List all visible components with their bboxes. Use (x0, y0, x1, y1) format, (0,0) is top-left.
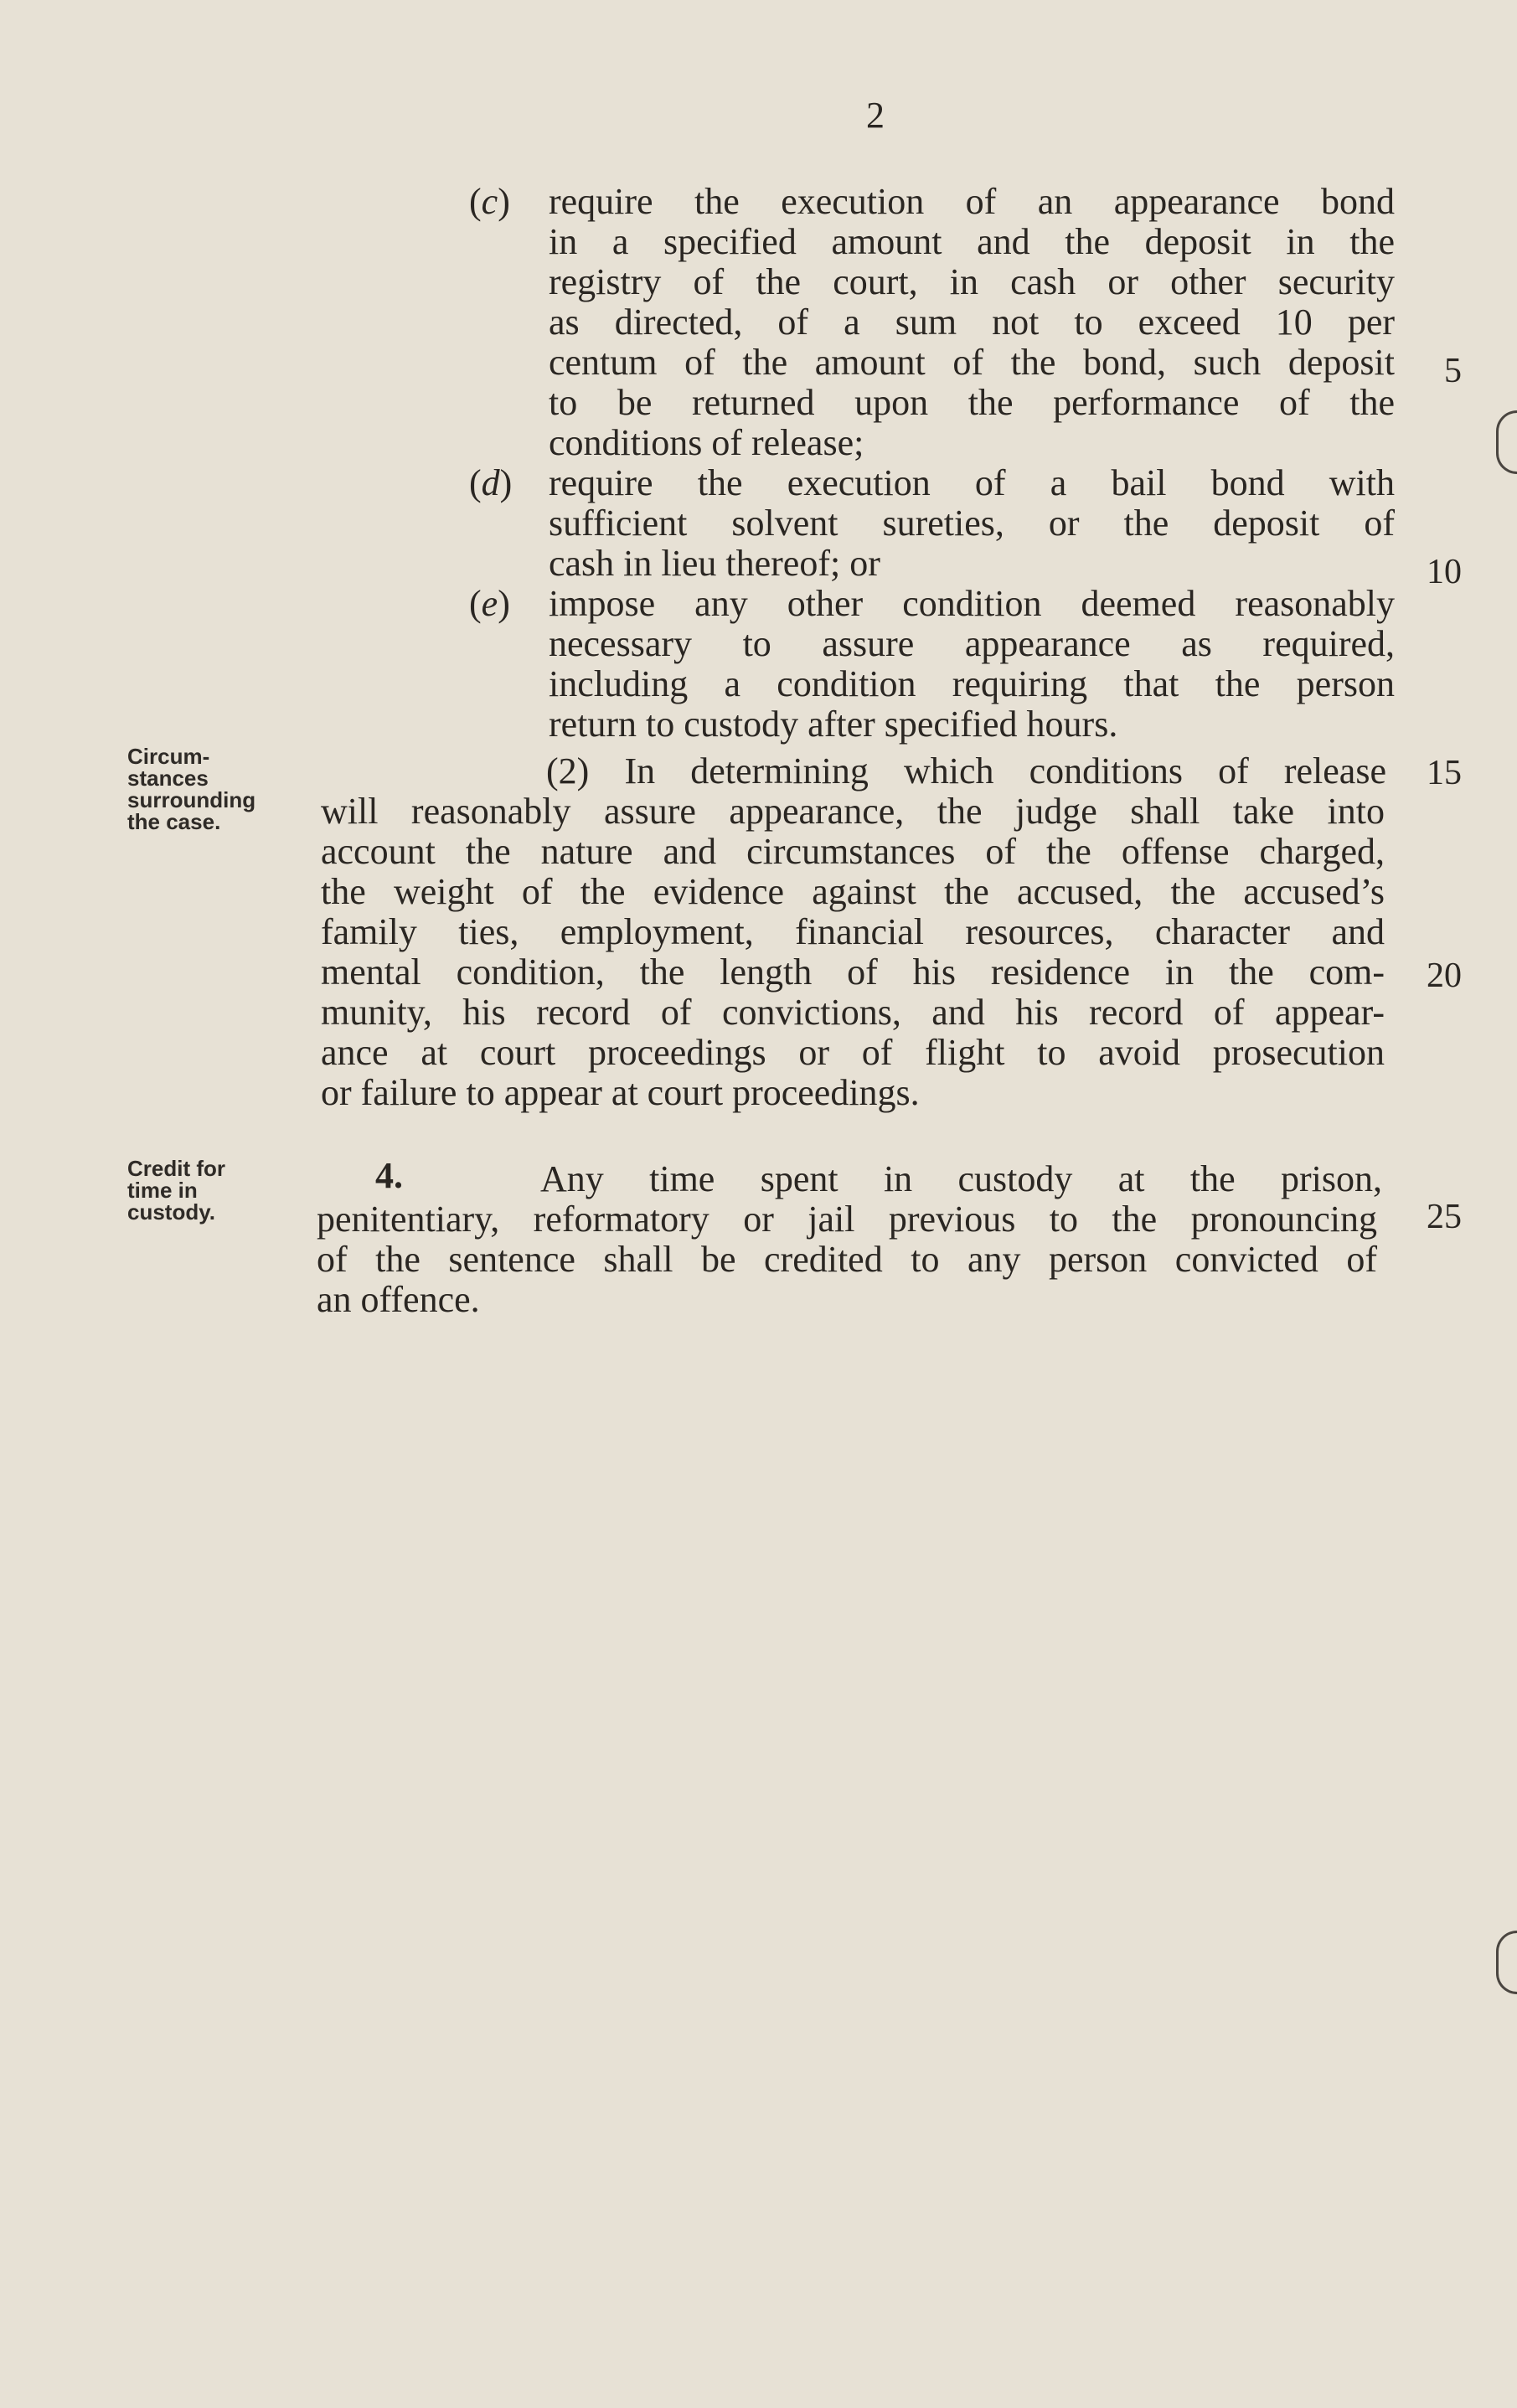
margin-note-circumstances (127, 745, 295, 833)
page-number: 2 (866, 95, 885, 136)
item-c-line-3: registry of the court, in cash or other security (549, 261, 1395, 302)
subsection-2-line-5: family ties, employment, financial resources, character and (321, 911, 1385, 952)
subsection-2-line-1: (2) In determining which conditions of release (546, 750, 1386, 791)
line-number-20: 20 (1427, 956, 1462, 995)
binding-mark (1496, 1931, 1517, 1994)
subsection-2-line-3: account the nature and circumstances of the offense charged, (321, 831, 1385, 872)
item-e-line-3: including a condition requiring that the person (549, 663, 1395, 704)
item-c-line-1: require the execution of an appearance bond (549, 181, 1395, 222)
subsection-2-line-7: munity, his record of convictions, and his record of appear- (321, 992, 1385, 1033)
item-c-line-2: in a specified amount and the deposit in the (549, 221, 1395, 262)
margin-note-line: custody. (127, 1199, 215, 1225)
item-d-line-2: sufficient solvent sureties, or the deposit of (549, 503, 1395, 544)
subsection-2-line-4: the weight of the evidence against the accused, the accused’s (321, 871, 1385, 912)
item-d-line-3: cash in lieu thereof; or (549, 543, 880, 584)
item-c-line-4: as directed, of a sum not to exceed 10 per (549, 302, 1395, 343)
item-d-marker: (d) (469, 462, 513, 503)
margin-note-line: surrounding (127, 787, 256, 812)
margin-note-line: the case. (127, 809, 221, 834)
section-4-line-2: penitentiary, reformatory or jail previous to the pronouncing (317, 1199, 1377, 1240)
item-c-marker: (c) (469, 181, 510, 222)
binding-mark (1496, 410, 1517, 474)
margin-note-line: stances (127, 766, 209, 791)
item-c-line-7: conditions of release; (549, 422, 864, 463)
section-4-line-1: Any time spent in custody at the prison, (540, 1158, 1382, 1199)
line-number-5: 5 (1444, 352, 1462, 390)
margin-note-line: time in (127, 1178, 198, 1203)
line-number-25: 25 (1427, 1198, 1462, 1236)
section-4-line-3: of the sentence shall be credited to any person convicted of (317, 1239, 1377, 1280)
margin-note-line: Credit for (127, 1156, 225, 1181)
subsection-2-line-6: mental condition, the length of his residence in the com- (321, 951, 1385, 993)
subsection-2-line-8: ance at court proceedings or of flight to avoid prosecution (321, 1032, 1385, 1073)
line-number-10: 10 (1427, 553, 1462, 591)
subsection-2-line-2: will reasonably assure appearance, the judge shall take into (321, 791, 1385, 832)
line-number-15: 15 (1427, 754, 1462, 792)
item-e-line-2: necessary to assure appearance as required, (549, 623, 1395, 664)
section-4-line-4: an offence. (317, 1279, 480, 1320)
item-e-line-1: impose any other condition deemed reasonably (549, 583, 1395, 624)
item-c-line-5: centum of the amount of the bond, such deposit (549, 342, 1395, 383)
item-d-line-1: require the execution of a bail bond with (549, 462, 1395, 503)
section-4-number: 4. (375, 1155, 403, 1196)
margin-note-line: Circum- (127, 744, 210, 769)
item-e-line-4: return to custody after specified hours. (549, 704, 1118, 745)
item-c-line-6: to be returned upon the performance of the (549, 382, 1395, 423)
item-e-marker: (e) (469, 583, 510, 624)
subsection-2-line-9: or failure to appear at court proceedings. (321, 1072, 920, 1113)
margin-note-credit (127, 1158, 295, 1223)
